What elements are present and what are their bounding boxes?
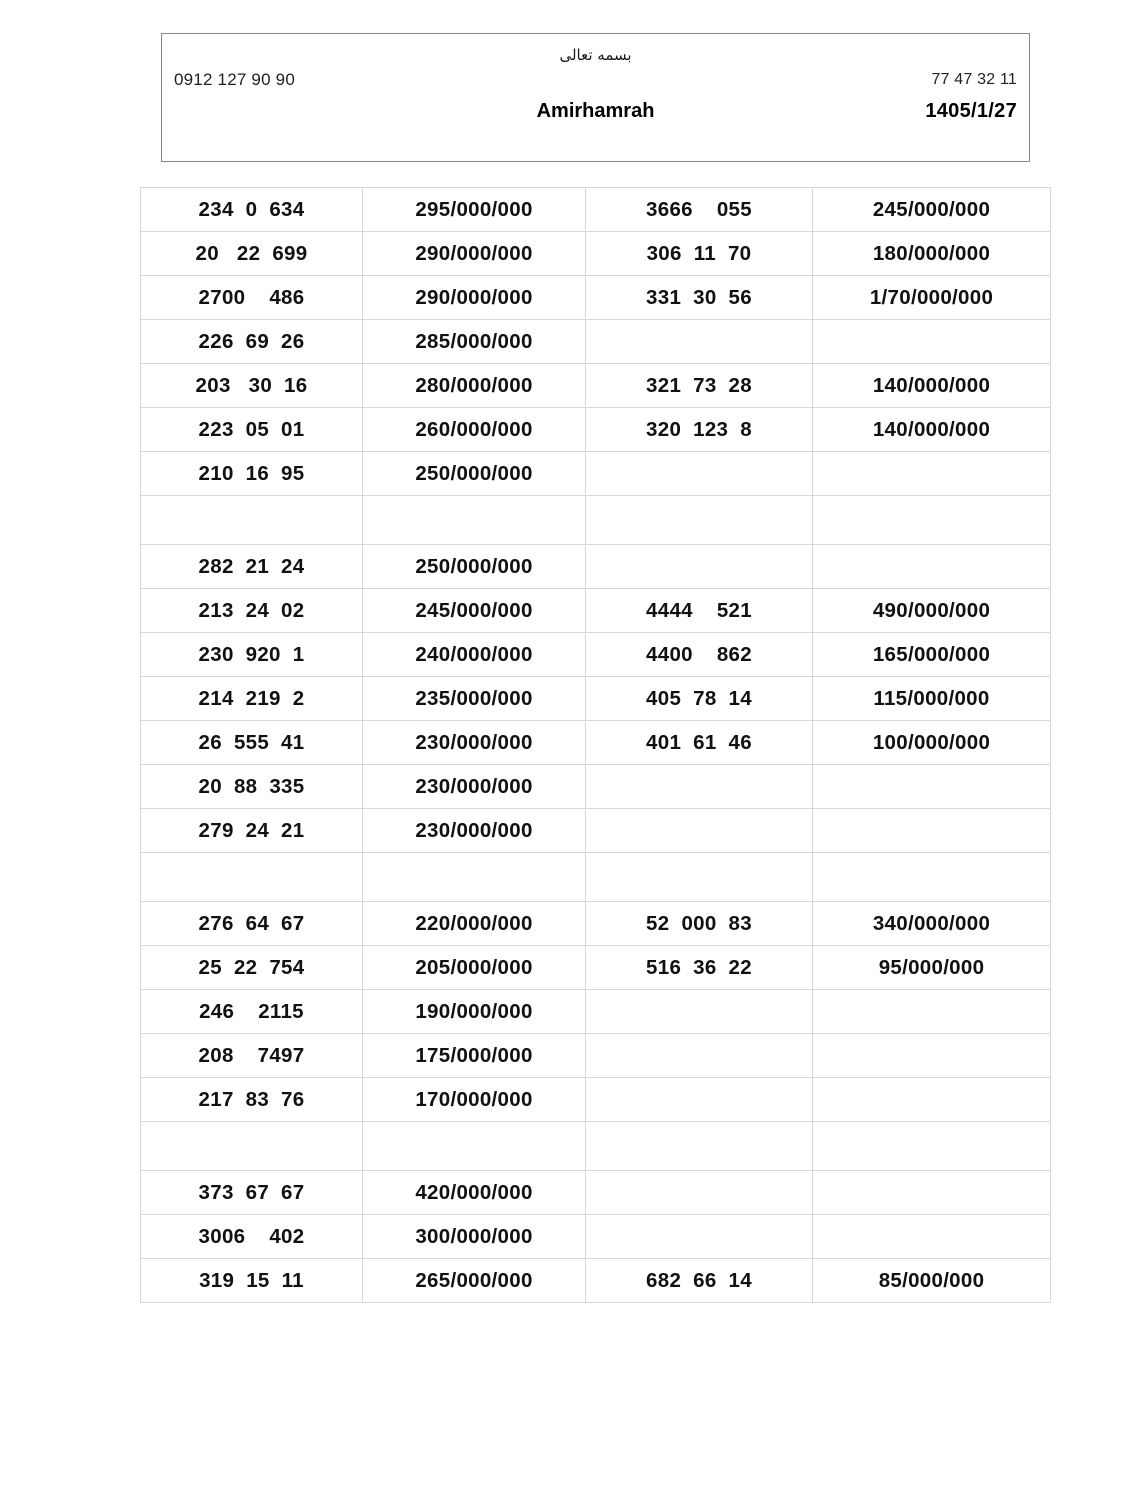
- table-row: [141, 809, 1051, 853]
- cell-number-primary: 230 920 1: [141, 633, 363, 677]
- spacer-cell: [363, 496, 586, 545]
- cell-price-secondary: [813, 545, 1051, 589]
- cell-number-primary: 234 0 634: [141, 188, 363, 232]
- cell-price-secondary: [813, 809, 1051, 853]
- cell-number-primary: 26 555 41: [141, 721, 363, 765]
- cell-number-primary: 223 05 01: [141, 408, 363, 452]
- cell-number-primary: 282 21 24: [141, 545, 363, 589]
- cell-price-primary: 265/000/000: [363, 1259, 586, 1303]
- cell-price-primary: 280/000/000: [363, 364, 586, 408]
- cell-price-secondary: 140/000/000: [813, 364, 1051, 408]
- cell-price-primary: 295/000/000: [363, 188, 586, 232]
- cell-number-primary: 279 24 21: [141, 809, 363, 853]
- cell-price-secondary: [813, 1078, 1051, 1122]
- cell-number-secondary: [586, 809, 813, 853]
- table-row: [141, 452, 1051, 496]
- table-row: [141, 677, 1051, 721]
- basmala-text: بسمه تعالی: [559, 46, 632, 64]
- table-body: [141, 188, 1051, 1303]
- cell-number-secondary: [586, 1215, 813, 1259]
- cell-number-primary: 3006 402: [141, 1215, 363, 1259]
- phone-number-price-table: [140, 187, 1051, 1303]
- cell-price-primary: 230/000/000: [363, 721, 586, 765]
- table-spacer-row: [141, 496, 1051, 545]
- cell-number-primary: 20 88 335: [141, 765, 363, 809]
- spacer-cell: [363, 1122, 586, 1171]
- spacer-cell: [586, 853, 813, 902]
- cell-price-secondary: [813, 1034, 1051, 1078]
- cell-price-primary: 205/000/000: [363, 946, 586, 990]
- cell-number-secondary: [586, 765, 813, 809]
- cell-price-primary: 170/000/000: [363, 1078, 586, 1122]
- table-spacer-row: [141, 853, 1051, 902]
- cell-price-primary: 235/000/000: [363, 677, 586, 721]
- cell-price-primary: 260/000/000: [363, 408, 586, 452]
- cell-price-primary: 250/000/000: [363, 545, 586, 589]
- table-row: [141, 408, 1051, 452]
- cell-price-secondary: [813, 452, 1051, 496]
- cell-price-secondary: 115/000/000: [813, 677, 1051, 721]
- cell-price-secondary: 140/000/000: [813, 408, 1051, 452]
- cell-number-primary: 246 2115: [141, 990, 363, 1034]
- table-row: [141, 765, 1051, 809]
- cell-price-secondary: [813, 1171, 1051, 1215]
- cell-price-primary: 240/000/000: [363, 633, 586, 677]
- cell-price-primary: 230/000/000: [363, 809, 586, 853]
- cell-number-primary: 213 24 02: [141, 589, 363, 633]
- cell-price-secondary: [813, 765, 1051, 809]
- spacer-cell: [141, 853, 363, 902]
- cell-number-secondary: [586, 1034, 813, 1078]
- cell-number-secondary: 401 61 46: [586, 721, 813, 765]
- spacer-cell: [363, 853, 586, 902]
- cell-number-primary: 226 69 26: [141, 320, 363, 364]
- table-row: [141, 276, 1051, 320]
- cell-number-secondary: 320 123 8: [586, 408, 813, 452]
- cell-number-secondary: 516 36 22: [586, 946, 813, 990]
- cell-price-primary: 175/000/000: [363, 1034, 586, 1078]
- table-row: [141, 1034, 1051, 1078]
- cell-number-secondary: 4444 521: [586, 589, 813, 633]
- business-name: Amirhamrah: [536, 100, 655, 122]
- contact-mobile-number: 0912 127 90 90: [174, 70, 295, 89]
- cell-number-secondary: 405 78 14: [586, 677, 813, 721]
- cell-number-primary: 217 83 76: [141, 1078, 363, 1122]
- contact-landline-number: 77 47 32 11: [931, 71, 1017, 88]
- cell-price-secondary: 85/000/000: [813, 1259, 1051, 1303]
- cell-number-primary: 25 22 754: [141, 946, 363, 990]
- cell-number-secondary: [586, 545, 813, 589]
- cell-number-secondary: [586, 320, 813, 364]
- table-row: [141, 1215, 1051, 1259]
- spacer-cell: [586, 496, 813, 545]
- cell-number-secondary: [586, 990, 813, 1034]
- spacer-cell: [141, 496, 363, 545]
- spacer-cell: [813, 1122, 1051, 1171]
- cell-price-primary: 250/000/000: [363, 452, 586, 496]
- cell-price-primary: 245/000/000: [363, 589, 586, 633]
- cell-price-secondary: 100/000/000: [813, 721, 1051, 765]
- cell-price-secondary: [813, 990, 1051, 1034]
- table-row: [141, 633, 1051, 677]
- cell-price-primary: 420/000/000: [363, 1171, 586, 1215]
- spacer-cell: [586, 1122, 813, 1171]
- table-row: [141, 545, 1051, 589]
- cell-number-secondary: [586, 452, 813, 496]
- cell-number-primary: 20 22 699: [141, 232, 363, 276]
- spacer-cell: [813, 853, 1051, 902]
- cell-price-primary: 230/000/000: [363, 765, 586, 809]
- table-row: [141, 721, 1051, 765]
- table-row: [141, 1078, 1051, 1122]
- cell-number-secondary: [586, 1078, 813, 1122]
- cell-price-secondary: 490/000/000: [813, 589, 1051, 633]
- cell-price-secondary: 180/000/000: [813, 232, 1051, 276]
- table-row: [141, 364, 1051, 408]
- table-row: [141, 1259, 1051, 1303]
- cell-number-primary: 203 30 16: [141, 364, 363, 408]
- cell-price-secondary: 165/000/000: [813, 633, 1051, 677]
- cell-price-secondary: [813, 1215, 1051, 1259]
- cell-price-primary: 300/000/000: [363, 1215, 586, 1259]
- table-row: [141, 902, 1051, 946]
- cell-number-primary: 276 64 67: [141, 902, 363, 946]
- cell-number-secondary: [586, 1171, 813, 1215]
- table-row: [141, 589, 1051, 633]
- cell-number-secondary: 331 30 56: [586, 276, 813, 320]
- spacer-cell: [141, 1122, 363, 1171]
- table-spacer-row: [141, 1122, 1051, 1171]
- cell-number-secondary: 321 73 28: [586, 364, 813, 408]
- document-date: 1405/1/27: [925, 100, 1017, 122]
- cell-number-secondary: 3666 055: [586, 188, 813, 232]
- cell-price-primary: 290/000/000: [363, 232, 586, 276]
- cell-number-primary: 214 219 2: [141, 677, 363, 721]
- cell-price-primary: 190/000/000: [363, 990, 586, 1034]
- cell-number-secondary: 306 11 70: [586, 232, 813, 276]
- table-row: [141, 320, 1051, 364]
- cell-number-primary: 319 15 11: [141, 1259, 363, 1303]
- document-header-box: [161, 33, 1030, 162]
- table-row: [141, 188, 1051, 232]
- cell-price-primary: 220/000/000: [363, 902, 586, 946]
- cell-price-secondary: 1/70/000/000: [813, 276, 1051, 320]
- table-row: [141, 946, 1051, 990]
- cell-number-primary: 210 16 95: [141, 452, 363, 496]
- spacer-cell: [813, 496, 1051, 545]
- cell-number-primary: 2700 486: [141, 276, 363, 320]
- cell-price-secondary: [813, 320, 1051, 364]
- cell-price-primary: 290/000/000: [363, 276, 586, 320]
- cell-number-secondary: 682 66 14: [586, 1259, 813, 1303]
- cell-number-secondary: 52 000 83: [586, 902, 813, 946]
- cell-price-secondary: 245/000/000: [813, 188, 1051, 232]
- cell-price-secondary: 340/000/000: [813, 902, 1051, 946]
- cell-number-secondary: 4400 862: [586, 633, 813, 677]
- cell-price-primary: 285/000/000: [363, 320, 586, 364]
- cell-price-secondary: 95/000/000: [813, 946, 1051, 990]
- table-row: [141, 232, 1051, 276]
- table-row: [141, 1171, 1051, 1215]
- cell-number-primary: 373 67 67: [141, 1171, 363, 1215]
- table-row: [141, 990, 1051, 1034]
- cell-number-primary: 208 7497: [141, 1034, 363, 1078]
